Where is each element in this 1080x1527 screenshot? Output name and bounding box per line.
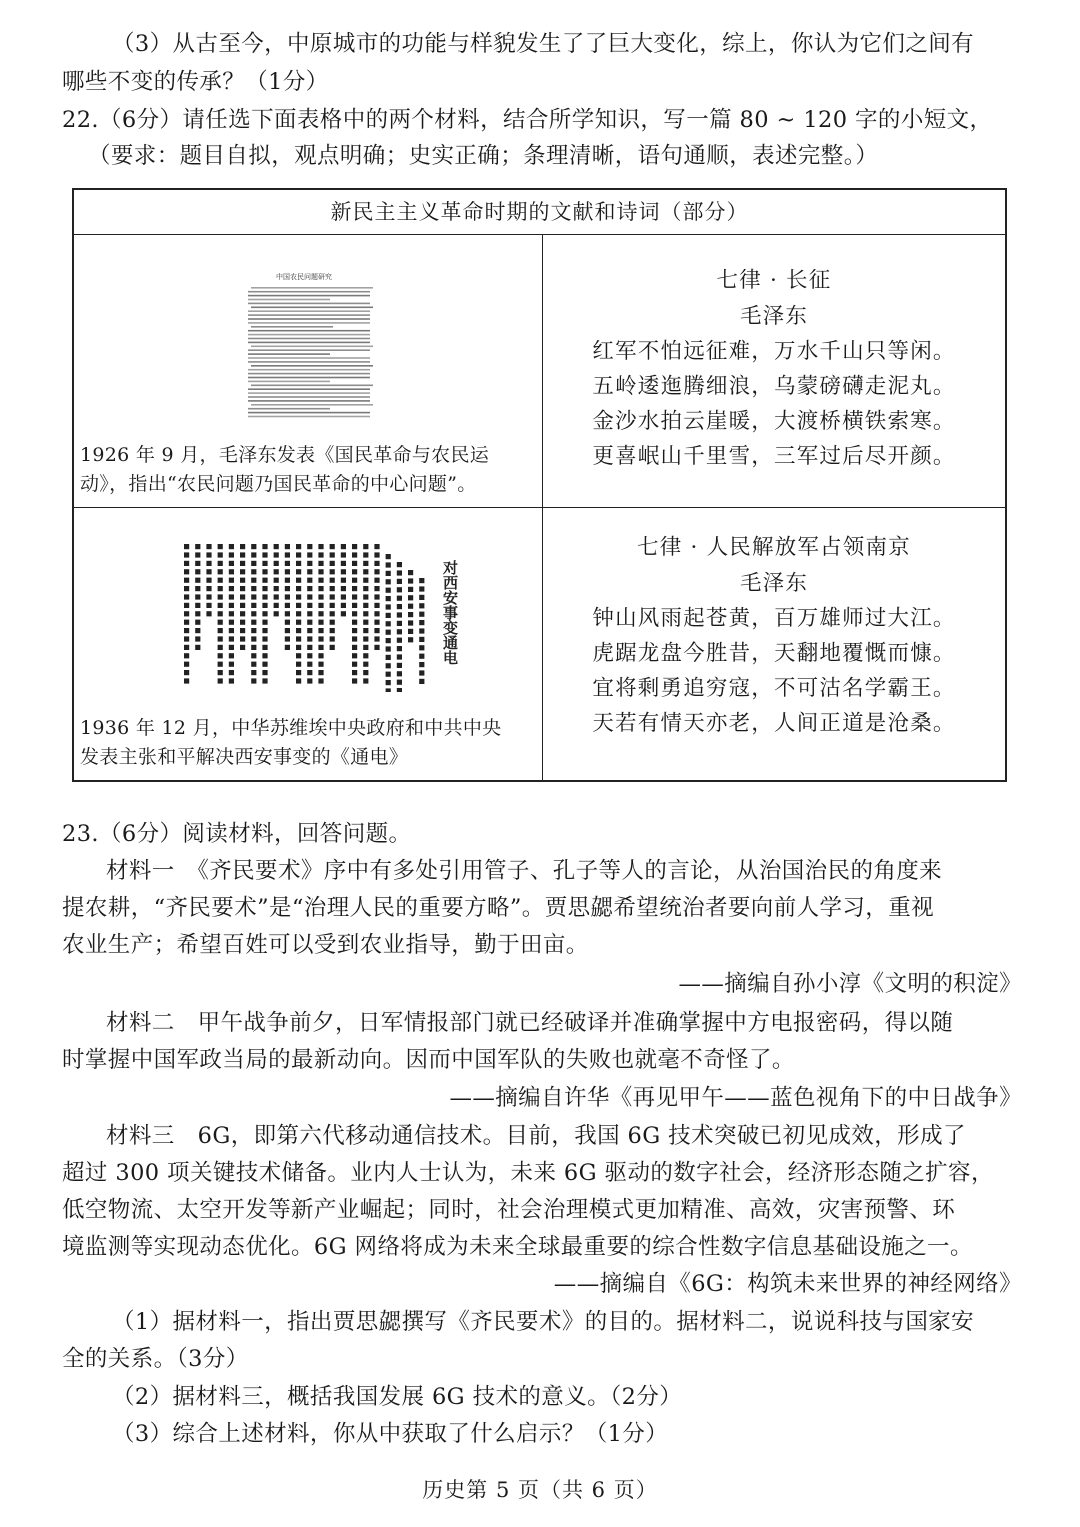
q21-3-line1: （3）从古至今，中原城市的功能与样貌发生了了巨大变化，综上，你认为它们之间有 (112, 31, 975, 57)
m1-line2: 提农耕，“齐民要术”是“治理人民的重要方略”。贾思勰希望统治者要向前人学习，重视 (62, 895, 935, 921)
poem2-line4: 天若有情天亦老，人间正道是沧桑。 (592, 711, 956, 736)
q22-line2: （要求：题目自拟，观点明确；史实正确；条理清晰，语句通顺，表述完整。） (88, 143, 879, 169)
doc2-heading: 对西安事变通电 (441, 560, 459, 665)
table-title: 新民主主义革命时期的文献和诗词（部分） (73, 189, 1006, 235)
poem1-line4: 更喜岷山千里雪，三军过后尽开颜。 (592, 444, 956, 469)
doc1-image (244, 267, 384, 419)
sub1-line1: （1）据材料一，指出贾思勰撰写《齐民要术》的目的。据材料二，说说科技与国家安 (112, 1309, 975, 1335)
doc1-caption-line2: 动》，指出“农民问题乃国民革命的中心问题”。 (80, 473, 477, 495)
poem2-author: 毛泽东 (739, 571, 809, 596)
doc2-caption-line1: 1936 年 12 月，中华苏维埃中央政府和中共中央 (80, 717, 502, 739)
doc1-caption-line1: 1926 年 9 月，毛泽东发表《国民革命与农民运 (80, 444, 490, 466)
sub2: （2）据材料三，概括我国发展 6G 技术的意义。（2分） (112, 1384, 683, 1410)
poem2-cell (543, 508, 1007, 782)
m2-line1: 材料二 甲午战争前夕，日军情报部门就已经破译并准确掌握中方电报密码，得以随 (106, 1010, 954, 1036)
poem2-line1: 钟山风雨起苍黄，百万雄师过大江。 (592, 606, 956, 631)
doc2-cell (73, 508, 543, 782)
materials-table (72, 188, 1007, 782)
poem2-title: 七律 · 人民解放军占领南京 (637, 535, 911, 560)
doc1-cell (73, 235, 543, 508)
poem1-author: 毛泽东 (739, 304, 809, 329)
poem1-line3: 金沙水拍云崖暖，大渡桥横铁索寒。 (592, 409, 956, 434)
m3-line3: 低空物流、太空开发等新产业崛起；同时，社会治理模式更加精准、高效，灾害预警、环 (62, 1197, 956, 1223)
sub3: （3）综合上述材料，你从中获取了什么启示？（1分） (112, 1421, 669, 1447)
doc1-heading: 中国农民问题研究 (276, 273, 332, 281)
page-footer: 历史第 5 页（共 6 页） (422, 1478, 658, 1502)
q22-line1: 22.（6分）请任选下面表格中的两个材料，结合所学知识，写一篇 80 ~ 120 字的小短文， (62, 107, 993, 133)
poem1-title: 七律 · 长征 (716, 268, 832, 293)
m3-line1: 材料三 6G，即第六代移动通信技术。目前，我国 6G 技术突破已初见成效，形成了 (106, 1123, 966, 1149)
poem1-cell (543, 235, 1007, 508)
doc1-caption (80, 441, 489, 499)
m1-line3: 农业生产；希望百姓可以受到农业指导，勤于田亩。 (62, 932, 589, 958)
poem2-line2: 虎踞龙盘今胜昔，天翻地覆慨而慷。 (592, 641, 956, 666)
poem1-line2: 五岭逶迤腾细浪，乌蒙磅礴走泥丸。 (592, 374, 956, 399)
q23-head: 23.（6分）阅读材料，回答问题。 (62, 821, 412, 847)
m3-line2: 超过 300 项关键技术储备。业内人士认为，未来 6G 驱动的数字社会，经济形态随之扩容， (62, 1160, 994, 1186)
m3-line4: 境监测等实现动态优化。6G 网络将成为未来全球最重要的综合性数字信息基础设施之一。 (62, 1234, 973, 1260)
m2-line2: 时掌握中国军政当局的最新动向。因而中国军队的失败也就毫不奇怪了。 (62, 1047, 795, 1073)
poem1-line1: 红军不怕远征难，万水千山只等闲。 (592, 339, 956, 364)
doc2-caption (80, 714, 501, 772)
m2-source: ——摘编自许华《再见甲午——蓝色视角下的中日战争》 (449, 1085, 1022, 1111)
poem2-line3: 宜将剩勇追穷寇，不可沽名学霸王。 (592, 676, 956, 701)
doc2-caption-line2: 发表主张和平解决西安事变的《通电》 (80, 746, 409, 768)
sub1-line2: 全的关系。（3分） (62, 1346, 249, 1372)
m1-line1: 材料一 《齐民要术》序中有多处引用管子、孔子等人的言论，从治国治民的角度来 (106, 858, 943, 884)
q21-3-line2: 哪些不变的传承？（1分） (62, 69, 329, 95)
doc2-image (178, 542, 468, 692)
m3-source: ——摘编自《6G：构筑未来世界的神经网络》 (553, 1271, 1022, 1297)
m1-source: ——摘编自孙小淳《文明的积淀》 (678, 971, 1022, 997)
